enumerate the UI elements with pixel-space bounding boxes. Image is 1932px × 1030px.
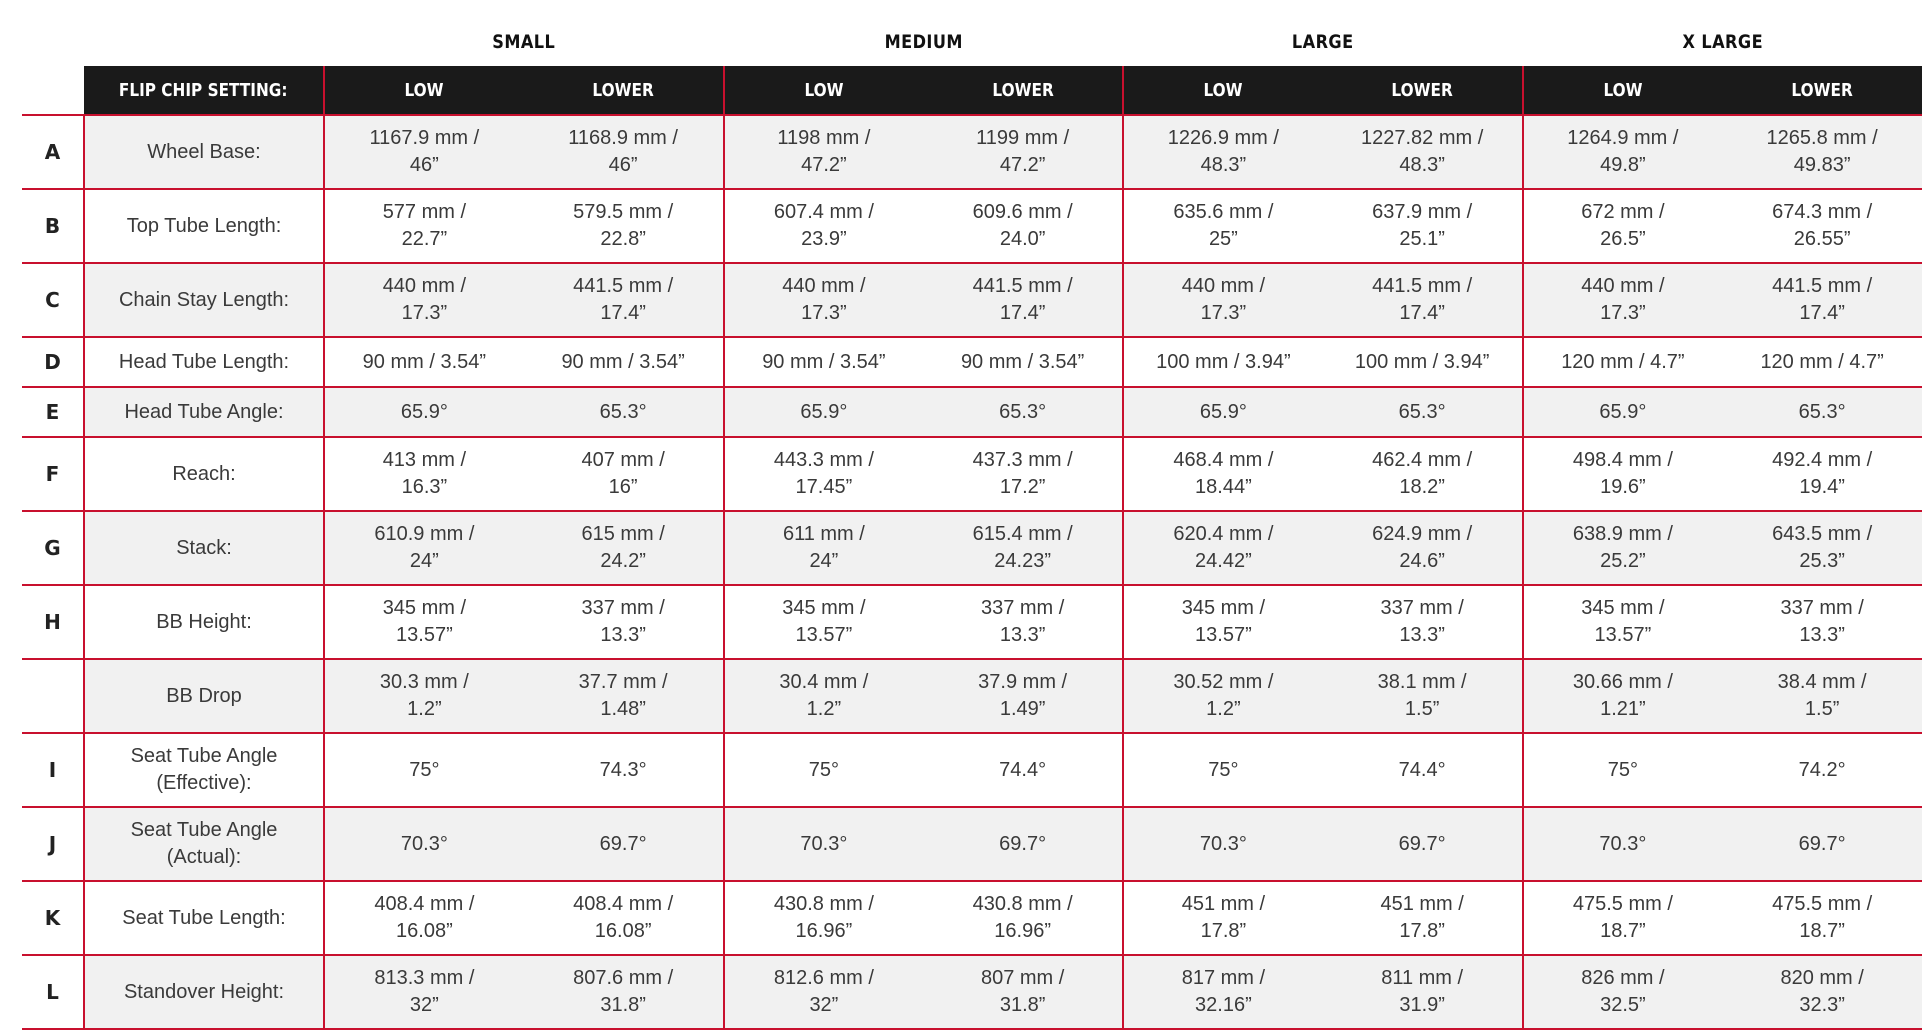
value-cell: 475.5 mm / 18.7”: [1722, 881, 1922, 955]
value-cell: 1198 mm / 47.2”: [724, 115, 924, 189]
value-cell: 1199 mm / 47.2”: [923, 115, 1123, 189]
table-row: [22, 659, 1922, 733]
row-letter: G: [22, 511, 84, 585]
row-letter: K: [22, 881, 84, 955]
table-row: [22, 585, 1922, 659]
size-x-large: X LARGE: [1681, 31, 1763, 53]
value-cell: 38.4 mm / 1.5”: [1722, 659, 1922, 733]
header-corner-blank: [22, 66, 84, 115]
value-cell: 75°: [724, 733, 924, 807]
row-label: Top Tube Length:: [84, 189, 324, 263]
table-row: [22, 881, 1922, 955]
value-cell: 337 mm / 13.3”: [524, 585, 724, 659]
value-cell: 643.5 mm / 25.3”: [1722, 511, 1922, 585]
table-row: [22, 807, 1922, 881]
value-cell: 65.3°: [524, 387, 724, 437]
row-letter: J: [22, 807, 84, 881]
value-cell: 609.6 mm / 24.0”: [923, 189, 1123, 263]
geometry-chart: [22, 18, 1922, 1030]
setting-small-low: LOW: [324, 66, 524, 115]
value-cell: 408.4 mm / 16.08”: [524, 881, 724, 955]
value-cell: 610.9 mm / 24”: [324, 511, 524, 585]
value-cell: 672 mm / 26.5”: [1523, 189, 1723, 263]
value-cell: 345 mm / 13.57”: [724, 585, 924, 659]
value-cell: 337 mm / 13.3”: [923, 585, 1123, 659]
setting-small-lower: LOWER: [524, 66, 724, 115]
value-cell: 120 mm / 4.7”: [1722, 337, 1922, 387]
geometry-table: [22, 18, 1922, 1030]
value-cell: 37.9 mm / 1.49”: [923, 659, 1123, 733]
value-cell: 637.9 mm / 25.1”: [1323, 189, 1523, 263]
value-cell: 1264.9 mm / 49.8”: [1523, 115, 1723, 189]
value-cell: 100 mm / 3.94”: [1323, 337, 1523, 387]
setting-medium-low: LOW: [724, 66, 924, 115]
value-cell: 451 mm / 17.8”: [1323, 881, 1523, 955]
value-cell: 826 mm / 32.5”: [1523, 955, 1723, 1029]
value-cell: 345 mm / 13.57”: [324, 585, 524, 659]
value-cell: 820 mm / 32.3”: [1722, 955, 1922, 1029]
value-cell: 807 mm / 31.8”: [923, 955, 1123, 1029]
value-cell: 807.6 mm / 31.8”: [524, 955, 724, 1029]
setting-medium-lower: LOWER: [923, 66, 1123, 115]
row-label: Head Tube Angle:: [84, 387, 324, 437]
row-label: BB Drop: [84, 659, 324, 733]
value-cell: 70.3°: [724, 807, 924, 881]
row-letter: [22, 659, 84, 733]
table-row: [22, 115, 1922, 189]
value-cell: 635.6 mm / 25”: [1123, 189, 1323, 263]
row-label: Seat Tube Angle (Actual):: [84, 807, 324, 881]
value-cell: 492.4 mm / 19.4”: [1722, 437, 1922, 511]
value-cell: 611 mm / 24”: [724, 511, 924, 585]
value-cell: 674.3 mm / 26.55”: [1722, 189, 1922, 263]
size-corner-blank: [27, 18, 80, 66]
flip-chip-header-row: [22, 66, 1922, 115]
value-cell: 75°: [1123, 733, 1323, 807]
value-cell: 70.3°: [1523, 807, 1723, 881]
value-cell: 441.5 mm / 17.4”: [524, 263, 724, 337]
value-cell: 441.5 mm / 17.4”: [1323, 263, 1523, 337]
value-cell: 65.3°: [923, 387, 1123, 437]
value-cell: 75°: [1523, 733, 1723, 807]
value-cell: 451 mm / 17.8”: [1123, 881, 1323, 955]
value-cell: 620.4 mm / 24.42”: [1123, 511, 1323, 585]
value-cell: 437.3 mm / 17.2”: [923, 437, 1123, 511]
value-cell: 74.3°: [524, 733, 724, 807]
value-cell: 615 mm / 24.2”: [524, 511, 724, 585]
value-cell: 577 mm / 22.7”: [324, 189, 524, 263]
value-cell: 69.7°: [923, 807, 1123, 881]
value-cell: 65.3°: [1722, 387, 1922, 437]
table-row: [22, 337, 1922, 387]
value-cell: 30.52 mm / 1.2”: [1123, 659, 1323, 733]
setting-xlarge-lower: LOWER: [1722, 66, 1922, 115]
setting-large-lower: LOWER: [1323, 66, 1523, 115]
size-medium: MEDIUM: [884, 31, 963, 53]
size-header-row: [22, 18, 1922, 66]
value-cell: 441.5 mm / 17.4”: [1722, 263, 1922, 337]
value-cell: 30.3 mm / 1.2”: [324, 659, 524, 733]
setting-large-low: LOW: [1123, 66, 1323, 115]
value-cell: 408.4 mm / 16.08”: [324, 881, 524, 955]
row-letter: C: [22, 263, 84, 337]
table-row: [22, 955, 1922, 1029]
row-letter: H: [22, 585, 84, 659]
row-label: Stack:: [84, 511, 324, 585]
value-cell: 337 mm / 13.3”: [1323, 585, 1523, 659]
value-cell: 70.3°: [324, 807, 524, 881]
value-cell: 1167.9 mm / 46”: [324, 115, 524, 189]
value-cell: 440 mm / 17.3”: [724, 263, 924, 337]
row-letter: I: [22, 733, 84, 807]
value-cell: 65.3°: [1323, 387, 1523, 437]
value-cell: 413 mm / 16.3”: [324, 437, 524, 511]
value-cell: 65.9°: [324, 387, 524, 437]
row-letter: L: [22, 955, 84, 1029]
value-cell: 37.7 mm / 1.48”: [524, 659, 724, 733]
row-letter: F: [22, 437, 84, 511]
row-letter: A: [22, 115, 84, 189]
value-cell: 430.8 mm / 16.96”: [724, 881, 924, 955]
value-cell: 615.4 mm / 24.23”: [923, 511, 1123, 585]
value-cell: 468.4 mm / 18.44”: [1123, 437, 1323, 511]
value-cell: 69.7°: [1323, 807, 1523, 881]
value-cell: 90 mm / 3.54”: [724, 337, 924, 387]
row-letter: D: [22, 337, 84, 387]
value-cell: 1265.8 mm / 49.83”: [1722, 115, 1922, 189]
value-cell: 441.5 mm / 17.4”: [923, 263, 1123, 337]
value-cell: 624.9 mm / 24.6”: [1323, 511, 1523, 585]
value-cell: 817 mm / 32.16”: [1123, 955, 1323, 1029]
value-cell: 100 mm / 3.94”: [1123, 337, 1323, 387]
flip-chip-setting-label: FLIP CHIP SETTING:: [84, 66, 324, 115]
value-cell: 345 mm / 13.57”: [1523, 585, 1723, 659]
value-cell: 443.3 mm / 17.45”: [724, 437, 924, 511]
table-row: [22, 387, 1922, 437]
row-label: Chain Stay Length:: [84, 263, 324, 337]
value-cell: 440 mm / 17.3”: [324, 263, 524, 337]
value-cell: 812.6 mm / 32”: [724, 955, 924, 1029]
row-label: BB Height:: [84, 585, 324, 659]
value-cell: 345 mm / 13.57”: [1123, 585, 1323, 659]
row-label: Reach:: [84, 437, 324, 511]
table-row: [22, 263, 1922, 337]
value-cell: 69.7°: [524, 807, 724, 881]
value-cell: 813.3 mm / 32”: [324, 955, 524, 1029]
value-cell: 38.1 mm / 1.5”: [1323, 659, 1523, 733]
value-cell: 440 mm / 17.3”: [1123, 263, 1323, 337]
row-label: Head Tube Length:: [84, 337, 324, 387]
setting-xlarge-low: LOW: [1523, 66, 1723, 115]
value-cell: 638.9 mm / 25.2”: [1523, 511, 1723, 585]
row-label: Wheel Base:: [84, 115, 324, 189]
geometry-rows: [22, 115, 1922, 1029]
value-cell: 74.2°: [1722, 733, 1922, 807]
size-small: SMALL: [492, 31, 556, 53]
row-label: Seat Tube Length:: [84, 881, 324, 955]
value-cell: 440 mm / 17.3”: [1523, 263, 1723, 337]
value-cell: 811 mm / 31.9”: [1323, 955, 1523, 1029]
value-cell: 74.4°: [923, 733, 1123, 807]
value-cell: 607.4 mm / 23.9”: [724, 189, 924, 263]
value-cell: 1227.82 mm / 48.3”: [1323, 115, 1523, 189]
value-cell: 90 mm / 3.54”: [923, 337, 1123, 387]
value-cell: 65.9°: [1523, 387, 1723, 437]
value-cell: 69.7°: [1722, 807, 1922, 881]
size-corner-blank-2: [102, 18, 306, 66]
value-cell: 579.5 mm / 22.8”: [524, 189, 724, 263]
value-cell: 70.3°: [1123, 807, 1323, 881]
table-row: [22, 511, 1922, 585]
value-cell: 75°: [324, 733, 524, 807]
row-label: Standover Height:: [84, 955, 324, 1029]
value-cell: 430.8 mm / 16.96”: [923, 881, 1123, 955]
value-cell: 30.66 mm / 1.21”: [1523, 659, 1723, 733]
value-cell: 90 mm / 3.54”: [524, 337, 724, 387]
value-cell: 120 mm / 4.7”: [1523, 337, 1723, 387]
value-cell: 337 mm / 13.3”: [1722, 585, 1922, 659]
value-cell: 462.4 mm / 18.2”: [1323, 437, 1523, 511]
size-large: LARGE: [1291, 31, 1354, 53]
row-label: Seat Tube Angle (Effective):: [84, 733, 324, 807]
table-row: [22, 437, 1922, 511]
value-cell: 74.4°: [1323, 733, 1523, 807]
value-cell: 90 mm / 3.54”: [324, 337, 524, 387]
value-cell: 498.4 mm / 19.6”: [1523, 437, 1723, 511]
row-letter: B: [22, 189, 84, 263]
value-cell: 407 mm / 16”: [524, 437, 724, 511]
table-row: [22, 733, 1922, 807]
value-cell: 1226.9 mm / 48.3”: [1123, 115, 1323, 189]
value-cell: 65.9°: [1123, 387, 1323, 437]
value-cell: 65.9°: [724, 387, 924, 437]
row-letter: E: [22, 387, 84, 437]
value-cell: 30.4 mm / 1.2”: [724, 659, 924, 733]
value-cell: 1168.9 mm / 46”: [524, 115, 724, 189]
value-cell: 475.5 mm / 18.7”: [1523, 881, 1723, 955]
table-row: [22, 189, 1922, 263]
